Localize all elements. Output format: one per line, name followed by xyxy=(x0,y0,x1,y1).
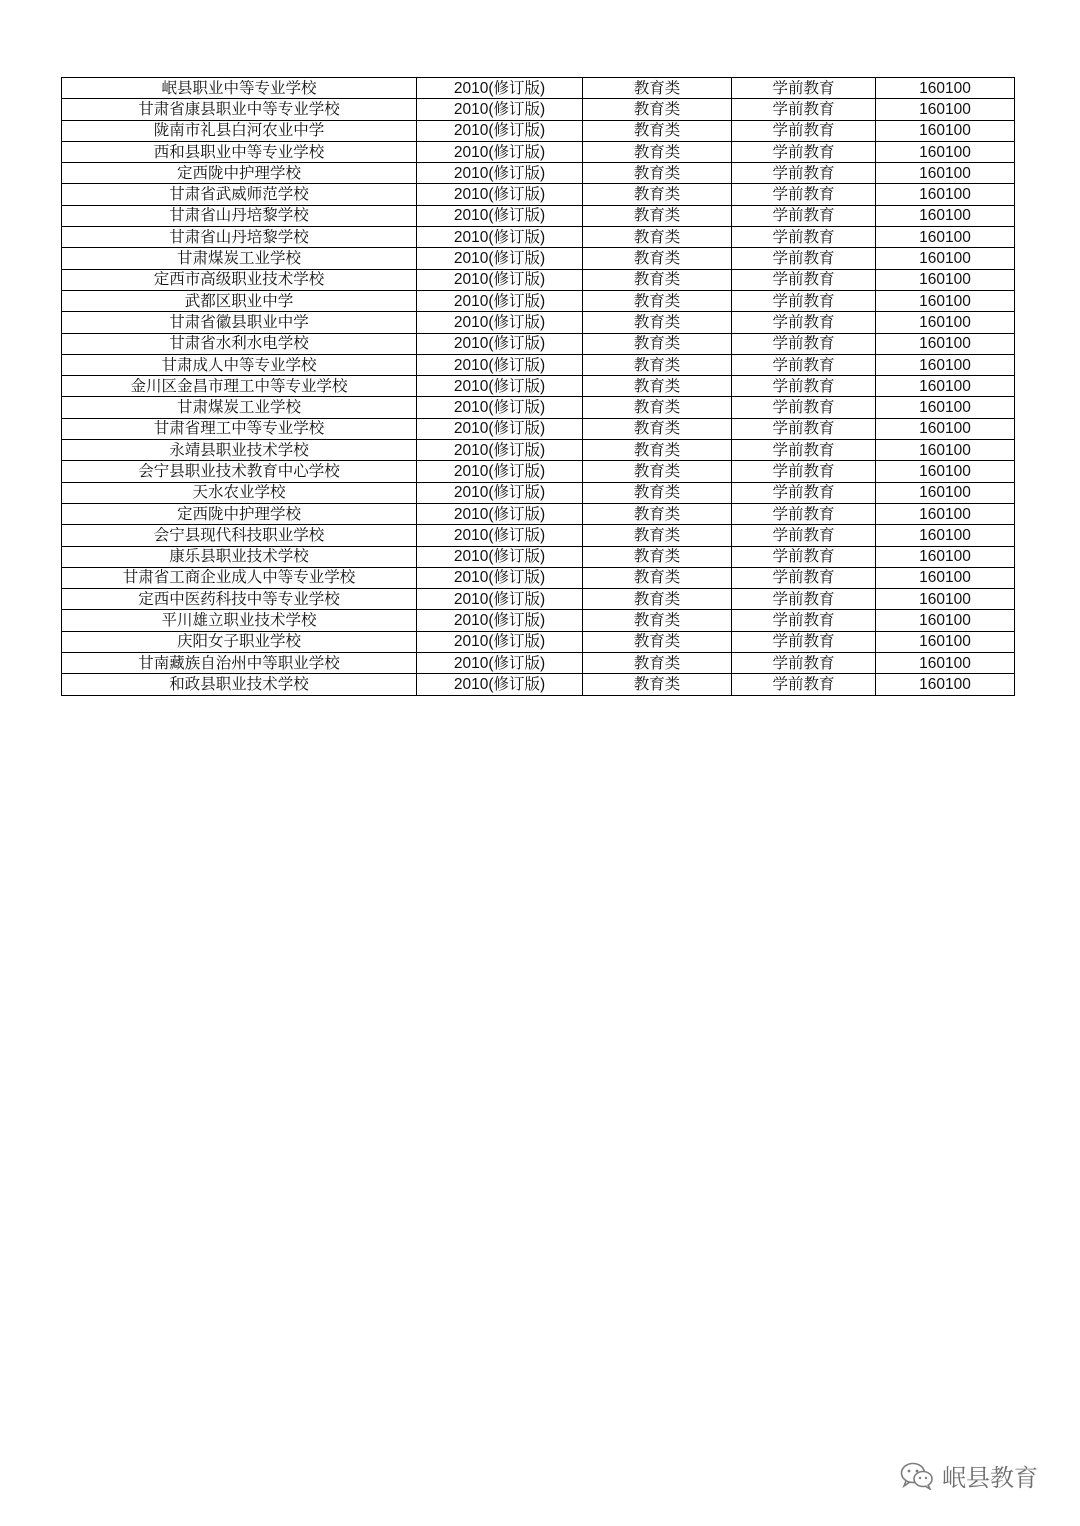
version-cell: 2010(修订版) xyxy=(417,397,583,418)
code-cell: 160100 xyxy=(876,227,1015,248)
category-cell: 教育类 xyxy=(583,141,732,162)
major-cell: 学前教育 xyxy=(732,653,876,674)
school-cell: 天水农业学校 xyxy=(62,482,417,503)
school-cell: 会宁县现代科技职业学校 xyxy=(62,525,417,546)
school-cell: 金川区金昌市理工中等专业学校 xyxy=(62,376,417,397)
version-cell: 2010(修订版) xyxy=(417,376,583,397)
version-cell: 2010(修订版) xyxy=(417,567,583,588)
table-row xyxy=(62,482,1015,503)
major-cell: 学前教育 xyxy=(732,354,876,375)
version-cell: 2010(修订版) xyxy=(417,290,583,311)
school-cell: 甘肃成人中等专业学校 xyxy=(62,354,417,375)
major-cell: 学前教育 xyxy=(732,99,876,120)
major-cell: 学前教育 xyxy=(732,546,876,567)
code-cell: 160100 xyxy=(876,269,1015,290)
category-cell: 教育类 xyxy=(583,525,732,546)
major-cell: 学前教育 xyxy=(732,440,876,461)
version-cell: 2010(修订版) xyxy=(417,482,583,503)
major-cell: 学前教育 xyxy=(732,184,876,205)
category-cell: 教育类 xyxy=(583,376,732,397)
version-cell: 2010(修订版) xyxy=(417,78,583,99)
school-cell: 平川雄立职业技术学校 xyxy=(62,610,417,631)
major-cell: 学前教育 xyxy=(732,333,876,354)
version-cell: 2010(修订版) xyxy=(417,525,583,546)
major-cell: 学前教育 xyxy=(732,163,876,184)
category-cell: 教育类 xyxy=(583,653,732,674)
version-cell: 2010(修订版) xyxy=(417,163,583,184)
version-cell: 2010(修订版) xyxy=(417,440,583,461)
code-cell: 160100 xyxy=(876,205,1015,226)
version-cell: 2010(修订版) xyxy=(417,546,583,567)
school-cell: 甘肃省武威师范学校 xyxy=(62,184,417,205)
version-cell: 2010(修订版) xyxy=(417,227,583,248)
major-cell: 学前教育 xyxy=(732,269,876,290)
table-row xyxy=(62,567,1015,588)
version-cell: 2010(修订版) xyxy=(417,461,583,482)
category-cell: 教育类 xyxy=(583,546,732,567)
table-row xyxy=(62,269,1015,290)
code-cell: 160100 xyxy=(876,376,1015,397)
category-cell: 教育类 xyxy=(583,418,732,439)
category-cell: 教育类 xyxy=(583,440,732,461)
major-cell: 学前教育 xyxy=(732,120,876,141)
code-cell: 160100 xyxy=(876,653,1015,674)
version-cell: 2010(修订版) xyxy=(417,205,583,226)
school-cell: 永靖县职业技术学校 xyxy=(62,440,417,461)
code-cell: 160100 xyxy=(876,333,1015,354)
table-row xyxy=(62,546,1015,567)
table-row xyxy=(62,312,1015,333)
category-cell: 教育类 xyxy=(583,631,732,652)
major-cell: 学前教育 xyxy=(732,312,876,333)
version-cell: 2010(修订版) xyxy=(417,418,583,439)
major-cell: 学前教育 xyxy=(732,205,876,226)
code-cell: 160100 xyxy=(876,184,1015,205)
table-row xyxy=(62,141,1015,162)
category-cell: 教育类 xyxy=(583,290,732,311)
code-cell: 160100 xyxy=(876,461,1015,482)
major-cell: 学前教育 xyxy=(732,567,876,588)
school-cell: 甘肃省水利水电学校 xyxy=(62,333,417,354)
code-cell: 160100 xyxy=(876,141,1015,162)
major-cell: 学前教育 xyxy=(732,631,876,652)
table-row xyxy=(62,290,1015,311)
school-cell: 西和县职业中等专业学校 xyxy=(62,141,417,162)
version-cell: 2010(修订版) xyxy=(417,610,583,631)
version-cell: 2010(修订版) xyxy=(417,589,583,610)
code-cell: 160100 xyxy=(876,163,1015,184)
major-cell: 学前教育 xyxy=(732,397,876,418)
table-row xyxy=(62,227,1015,248)
school-cell: 岷县职业中等专业学校 xyxy=(62,78,417,99)
table-row xyxy=(62,418,1015,439)
major-cell: 学前教育 xyxy=(732,610,876,631)
table-row xyxy=(62,461,1015,482)
table-row xyxy=(62,333,1015,354)
table-row xyxy=(62,440,1015,461)
school-cell: 甘南藏族自治州中等职业学校 xyxy=(62,653,417,674)
wechat-icon xyxy=(900,1462,934,1490)
category-cell: 教育类 xyxy=(583,78,732,99)
code-cell: 160100 xyxy=(876,120,1015,141)
category-cell: 教育类 xyxy=(583,397,732,418)
major-cell: 学前教育 xyxy=(732,227,876,248)
category-cell: 教育类 xyxy=(583,227,732,248)
version-cell: 2010(修订版) xyxy=(417,312,583,333)
table-body xyxy=(62,78,1015,696)
school-cell: 陇南市礼县白河农业中学 xyxy=(62,120,417,141)
code-cell: 160100 xyxy=(876,482,1015,503)
school-cell: 甘肃省康县职业中等专业学校 xyxy=(62,99,417,120)
category-cell: 教育类 xyxy=(583,184,732,205)
major-cell: 学前教育 xyxy=(732,376,876,397)
table-row xyxy=(62,248,1015,269)
category-cell: 教育类 xyxy=(583,674,732,695)
version-cell: 2010(修订版) xyxy=(417,354,583,375)
table-row xyxy=(62,503,1015,524)
major-cell: 学前教育 xyxy=(732,461,876,482)
table-row xyxy=(62,205,1015,226)
category-cell: 教育类 xyxy=(583,269,732,290)
table-row xyxy=(62,589,1015,610)
watermark xyxy=(900,1458,1038,1493)
school-cell: 甘肃省山丹培黎学校 xyxy=(62,205,417,226)
version-cell: 2010(修订版) xyxy=(417,99,583,120)
school-cell: 定西陇中护理学校 xyxy=(62,163,417,184)
table-row xyxy=(62,354,1015,375)
school-cell: 和政县职业技术学校 xyxy=(62,674,417,695)
table-row xyxy=(62,376,1015,397)
code-cell: 160100 xyxy=(876,525,1015,546)
school-cell: 定西陇中护理学校 xyxy=(62,503,417,524)
school-cell: 甘肃省理工中等专业学校 xyxy=(62,418,417,439)
major-cell: 学前教育 xyxy=(732,290,876,311)
table-row xyxy=(62,653,1015,674)
category-cell: 教育类 xyxy=(583,354,732,375)
version-cell: 2010(修订版) xyxy=(417,141,583,162)
school-table xyxy=(61,77,1015,696)
category-cell: 教育类 xyxy=(583,248,732,269)
major-cell: 学前教育 xyxy=(732,141,876,162)
major-cell: 学前教育 xyxy=(732,418,876,439)
school-cell: 甘肃省工商企业成人中等专业学校 xyxy=(62,567,417,588)
code-cell: 160100 xyxy=(876,248,1015,269)
category-cell: 教育类 xyxy=(583,312,732,333)
school-cell: 庆阳女子职业学校 xyxy=(62,631,417,652)
code-cell: 160100 xyxy=(876,440,1015,461)
category-cell: 教育类 xyxy=(583,163,732,184)
school-cell: 定西中医药科技中等专业学校 xyxy=(62,589,417,610)
major-cell: 学前教育 xyxy=(732,78,876,99)
version-cell: 2010(修订版) xyxy=(417,120,583,141)
table-row xyxy=(62,120,1015,141)
code-cell: 160100 xyxy=(876,610,1015,631)
table-row xyxy=(62,99,1015,120)
table-row xyxy=(62,78,1015,99)
version-cell: 2010(修订版) xyxy=(417,653,583,674)
code-cell: 160100 xyxy=(876,312,1015,333)
major-cell: 学前教育 xyxy=(732,503,876,524)
major-cell: 学前教育 xyxy=(732,674,876,695)
school-cell: 甘肃省山丹培黎学校 xyxy=(62,227,417,248)
version-cell: 2010(修订版) xyxy=(417,631,583,652)
version-cell: 2010(修订版) xyxy=(417,333,583,354)
code-cell: 160100 xyxy=(876,354,1015,375)
school-cell: 甘肃省徽县职业中学 xyxy=(62,312,417,333)
code-cell: 160100 xyxy=(876,418,1015,439)
category-cell: 教育类 xyxy=(583,333,732,354)
version-cell: 2010(修订版) xyxy=(417,184,583,205)
table-row xyxy=(62,674,1015,695)
category-cell: 教育类 xyxy=(583,503,732,524)
category-cell: 教育类 xyxy=(583,120,732,141)
category-cell: 教育类 xyxy=(583,610,732,631)
category-cell: 教育类 xyxy=(583,205,732,226)
school-cell: 定西市高级职业技术学校 xyxy=(62,269,417,290)
school-cell: 武都区职业中学 xyxy=(62,290,417,311)
category-cell: 教育类 xyxy=(583,567,732,588)
code-cell: 160100 xyxy=(876,397,1015,418)
version-cell: 2010(修订版) xyxy=(417,269,583,290)
table-row xyxy=(62,525,1015,546)
version-cell: 2010(修订版) xyxy=(417,503,583,524)
code-cell: 160100 xyxy=(876,78,1015,99)
version-cell: 2010(修订版) xyxy=(417,674,583,695)
table-row xyxy=(62,397,1015,418)
category-cell: 教育类 xyxy=(583,461,732,482)
major-cell: 学前教育 xyxy=(732,589,876,610)
code-cell: 160100 xyxy=(876,503,1015,524)
code-cell: 160100 xyxy=(876,674,1015,695)
category-cell: 教育类 xyxy=(583,482,732,503)
table-row xyxy=(62,163,1015,184)
table-row xyxy=(62,610,1015,631)
category-cell: 教育类 xyxy=(583,99,732,120)
code-cell: 160100 xyxy=(876,631,1015,652)
major-cell: 学前教育 xyxy=(732,248,876,269)
school-cell: 甘肃煤炭工业学校 xyxy=(62,248,417,269)
watermark-text: 岷县教育 xyxy=(942,1464,1038,1492)
table-row xyxy=(62,184,1015,205)
table-row xyxy=(62,631,1015,652)
school-cell: 甘肃煤炭工业学校 xyxy=(62,397,417,418)
school-cell: 康乐县职业技术学校 xyxy=(62,546,417,567)
code-cell: 160100 xyxy=(876,567,1015,588)
code-cell: 160100 xyxy=(876,589,1015,610)
major-cell: 学前教育 xyxy=(732,482,876,503)
code-cell: 160100 xyxy=(876,99,1015,120)
version-cell: 2010(修订版) xyxy=(417,248,583,269)
code-cell: 160100 xyxy=(876,290,1015,311)
major-cell: 学前教育 xyxy=(732,525,876,546)
category-cell: 教育类 xyxy=(583,589,732,610)
school-cell: 会宁县职业技术教育中心学校 xyxy=(62,461,417,482)
code-cell: 160100 xyxy=(876,546,1015,567)
